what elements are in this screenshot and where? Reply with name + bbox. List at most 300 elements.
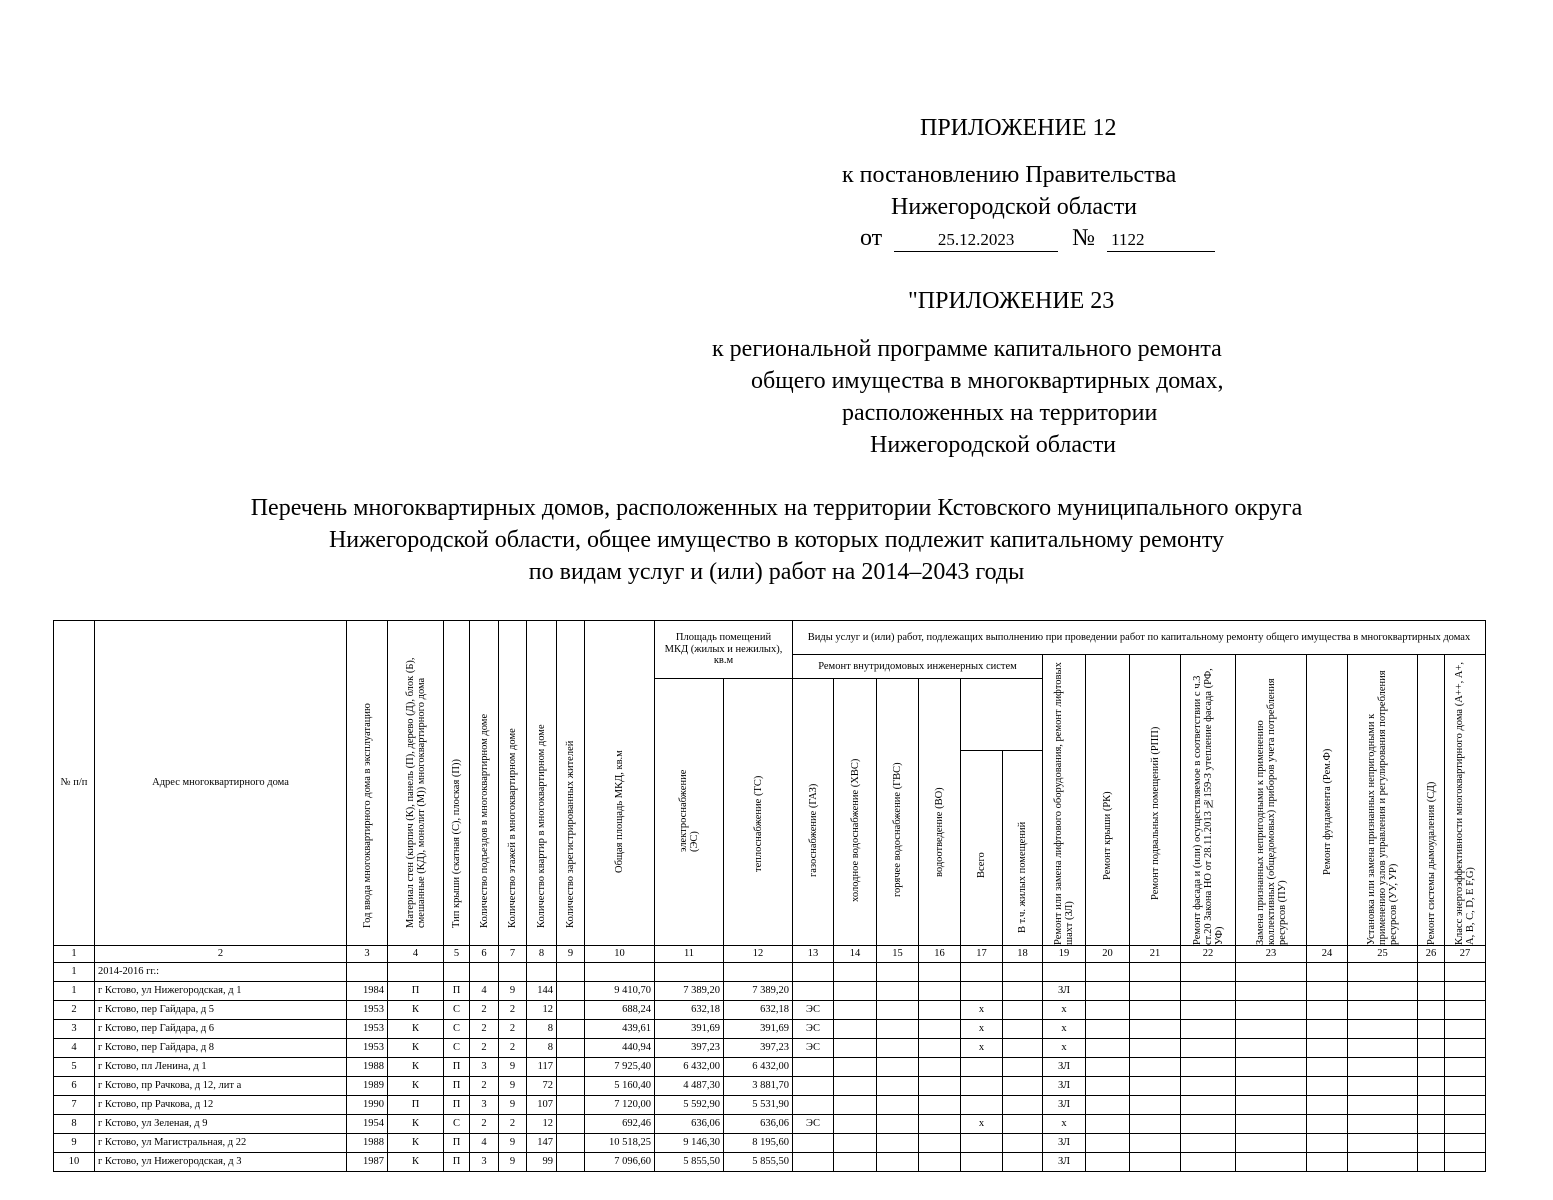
row-total-area: 688,24 bbox=[585, 1001, 655, 1020]
empty-cell bbox=[919, 1153, 961, 1172]
row-flats: 8 bbox=[527, 1020, 557, 1039]
row-area-living: 6 432,00 bbox=[724, 1058, 793, 1077]
row-area-living: 632,18 bbox=[724, 1001, 793, 1020]
row-es: ЭС bbox=[793, 1001, 834, 1020]
row-lift: х bbox=[1043, 1001, 1086, 1020]
row-year: 1989 bbox=[347, 1077, 388, 1096]
row-gvs: х bbox=[961, 1115, 1003, 1134]
row-roof: С bbox=[444, 1001, 470, 1020]
row-floors: 2 bbox=[499, 1115, 527, 1134]
empty-cell bbox=[1181, 1115, 1236, 1134]
row-no: 5 bbox=[54, 1058, 95, 1077]
row-flats: 99 bbox=[527, 1153, 557, 1172]
empty-cell bbox=[877, 1134, 919, 1153]
empty-cell bbox=[877, 1096, 919, 1115]
row-area-all: 4 487,30 bbox=[655, 1077, 724, 1096]
empty-cell bbox=[1445, 1153, 1486, 1172]
resolution-number: 1122 bbox=[1107, 229, 1215, 252]
row-residents bbox=[557, 1134, 585, 1153]
appendix-23-heading: "ПРИЛОЖЕНИЕ 23 bbox=[908, 288, 1115, 314]
column-number: 12 bbox=[724, 946, 793, 963]
empty-cell bbox=[1418, 1096, 1445, 1115]
column-number: 17 bbox=[961, 946, 1003, 963]
empty-cell bbox=[919, 1058, 961, 1077]
row-floors: 9 bbox=[499, 1058, 527, 1077]
empty-cell bbox=[1181, 1058, 1236, 1077]
row-floors: 9 bbox=[499, 1153, 527, 1172]
row-address: г Кстово, ул Нижегородская, д 3 bbox=[95, 1153, 347, 1172]
empty-cell bbox=[919, 1001, 961, 1020]
empty-cell bbox=[1307, 1096, 1348, 1115]
row-roof: П bbox=[444, 1153, 470, 1172]
empty-cell bbox=[1445, 1077, 1486, 1096]
row-flats: 144 bbox=[527, 982, 557, 1001]
empty-cell bbox=[919, 1039, 961, 1058]
row-entrances: 3 bbox=[470, 1096, 499, 1115]
row-floors: 9 bbox=[499, 1134, 527, 1153]
row-wall: К bbox=[388, 1115, 444, 1134]
header-meters: Замена признанных непригодными к применению коллективных (общедомовых) приборов учета потребления ресурсов (ПУ) bbox=[1254, 678, 1288, 945]
row-residents bbox=[557, 1077, 585, 1096]
row-wall: К bbox=[388, 1001, 444, 1020]
header-facade-repair: Ремонт фасада и (или) осуществляемое в соответствии с ч.3 ст.20 Закона НО от 28.11.2013 №159-З утепление фасада (РФ, УФ) bbox=[1191, 668, 1225, 945]
empty-cell bbox=[1236, 1020, 1307, 1039]
row-gvs bbox=[961, 1134, 1003, 1153]
header-works: Виды услуг и (или) работ, подлежащих выполнению при проведении работ по капитальному ремонту общего имущества в многоквартирных домах bbox=[793, 621, 1486, 655]
row-area-all: 9 146,30 bbox=[655, 1134, 724, 1153]
row-entrances: 2 bbox=[470, 1115, 499, 1134]
row-address: г Кстово, ул Нижегородская, д 1 bbox=[95, 982, 347, 1001]
empty-cell bbox=[1445, 1020, 1486, 1039]
row-address: г Кстово, пр Рачкова, д 12, лит а bbox=[95, 1077, 347, 1096]
row-year: 1987 bbox=[347, 1153, 388, 1172]
row-total-area: 440,94 bbox=[585, 1039, 655, 1058]
column-number: 10 bbox=[585, 946, 655, 963]
empty-cell bbox=[1418, 1001, 1445, 1020]
row-gvs bbox=[961, 982, 1003, 1001]
column-number: 4 bbox=[388, 946, 444, 963]
resolution-line-2: Нижегородской области bbox=[891, 194, 1138, 220]
row-residents bbox=[557, 982, 585, 1001]
row-entrances: 4 bbox=[470, 982, 499, 1001]
program-line-1: к региональной программе капитального ремонта bbox=[712, 336, 1222, 362]
empty-cell bbox=[1236, 1115, 1307, 1134]
row-gvs: х bbox=[961, 1039, 1003, 1058]
empty-cell bbox=[1086, 1115, 1130, 1134]
column-number: 13 bbox=[793, 946, 834, 963]
row-wall: К bbox=[388, 1039, 444, 1058]
empty-cell bbox=[1348, 1001, 1418, 1020]
empty-cell bbox=[1418, 1115, 1445, 1134]
row-area-living: 8 195,60 bbox=[724, 1134, 793, 1153]
empty-cell bbox=[1307, 1153, 1348, 1172]
row-wall: П bbox=[388, 1096, 444, 1115]
row-residents bbox=[557, 1096, 585, 1115]
row-gvs bbox=[961, 1077, 1003, 1096]
row-lift: ЗЛ bbox=[1043, 1153, 1086, 1172]
empty-cell bbox=[834, 1058, 877, 1077]
row-residents bbox=[557, 1020, 585, 1039]
table-row bbox=[54, 1115, 1486, 1134]
row-wall: К bbox=[388, 1134, 444, 1153]
header-all: Всего bbox=[976, 852, 987, 878]
header-floors: Количество этажей в многоквартирном доме bbox=[507, 728, 518, 928]
row-entrances: 3 bbox=[470, 1058, 499, 1077]
empty-cell bbox=[1181, 982, 1236, 1001]
header-premises-area: Площадь помещений МКД (жилых и нежилых), кв.м bbox=[655, 621, 793, 679]
row-floors: 2 bbox=[499, 1001, 527, 1020]
row-gvs bbox=[961, 1096, 1003, 1115]
row-wall: К bbox=[388, 1020, 444, 1039]
empty-cell bbox=[1418, 1020, 1445, 1039]
table-row bbox=[54, 1096, 1486, 1115]
row-total-area: 692,46 bbox=[585, 1115, 655, 1134]
empty-cell bbox=[877, 1001, 919, 1020]
empty-cell bbox=[1181, 1020, 1236, 1039]
empty-cell bbox=[1418, 1058, 1445, 1077]
column-number: 24 bbox=[1307, 946, 1348, 963]
empty-cell bbox=[834, 1020, 877, 1039]
row-flats: 147 bbox=[527, 1134, 557, 1153]
row-flats: 107 bbox=[527, 1096, 557, 1115]
row-residents bbox=[557, 1058, 585, 1077]
empty-cell bbox=[1086, 1153, 1130, 1172]
row-area-living: 7 389,20 bbox=[724, 982, 793, 1001]
empty-cell bbox=[1307, 1077, 1348, 1096]
table-row bbox=[54, 1020, 1486, 1039]
row-address: г Кстово, ул Магистральная, д 22 bbox=[95, 1134, 347, 1153]
table-row bbox=[54, 1077, 1486, 1096]
row-total-area: 7 925,40 bbox=[585, 1058, 655, 1077]
appendix-12-heading: ПРИЛОЖЕНИЕ 12 bbox=[920, 115, 1117, 141]
header-address: Адрес многоквартирного дома bbox=[95, 621, 347, 946]
empty-cell bbox=[1307, 1020, 1348, 1039]
empty-cell bbox=[919, 1020, 961, 1039]
row-flats: 72 bbox=[527, 1077, 557, 1096]
column-number: 3 bbox=[347, 946, 388, 963]
empty-cell bbox=[1130, 1153, 1181, 1172]
row-year: 1953 bbox=[347, 1039, 388, 1058]
row-no: 8 bbox=[54, 1115, 95, 1134]
empty-cell bbox=[1130, 1115, 1181, 1134]
empty-cell bbox=[1130, 1001, 1181, 1020]
row-es bbox=[793, 1134, 834, 1153]
row-year: 1954 bbox=[347, 1115, 388, 1134]
header-vo: водоотведение (ВО) bbox=[934, 787, 945, 877]
row-roof: П bbox=[444, 1134, 470, 1153]
empty-cell bbox=[919, 982, 961, 1001]
row-area-all: 632,18 bbox=[655, 1001, 724, 1020]
empty-cell bbox=[1003, 1096, 1043, 1115]
row-lift: ЗЛ bbox=[1043, 982, 1086, 1001]
row-entrances: 2 bbox=[470, 1001, 499, 1020]
header-ts: теплоснабжение (ТС) bbox=[752, 775, 764, 872]
table-row bbox=[54, 1039, 1486, 1058]
empty-cell bbox=[877, 1058, 919, 1077]
column-number: 26 bbox=[1418, 946, 1445, 963]
empty-cell bbox=[1003, 1039, 1043, 1058]
empty-cell bbox=[834, 1096, 877, 1115]
document-title-line-1: Перечень многоквартирных домов, расположенных на территории Кстовского муниципального округа bbox=[250, 495, 1303, 521]
header-flats: Количество квартир в многоквартирном доме bbox=[536, 724, 547, 928]
header-smoke-removal: Ремонт системы дымоудаления (СД) bbox=[1425, 781, 1437, 945]
row-area-living: 5 531,90 bbox=[724, 1096, 793, 1115]
row-flats: 117 bbox=[527, 1058, 557, 1077]
number-label: № bbox=[1072, 225, 1096, 251]
column-number: 2 bbox=[95, 946, 347, 963]
column-number: 21 bbox=[1130, 946, 1181, 963]
empty-cell bbox=[1418, 1039, 1445, 1058]
row-gvs bbox=[961, 1058, 1003, 1077]
row-no: 3 bbox=[54, 1020, 95, 1039]
row-lift: х bbox=[1043, 1020, 1086, 1039]
row-year: 1953 bbox=[347, 1001, 388, 1020]
empty-cell bbox=[1236, 1039, 1307, 1058]
section-label: 2014-2016 гг.: bbox=[95, 963, 347, 982]
header-gaz: газоснабжение (ГАЗ) bbox=[807, 783, 819, 877]
column-number: 11 bbox=[655, 946, 724, 963]
row-roof: С bbox=[444, 1115, 470, 1134]
empty-cell bbox=[1307, 1039, 1348, 1058]
header-engineering-systems: Ремонт внутридомовых инженерных систем bbox=[793, 655, 1043, 679]
empty-cell bbox=[834, 1134, 877, 1153]
resolution-date: 25.12.2023 bbox=[894, 229, 1058, 252]
row-flats: 8 bbox=[527, 1039, 557, 1058]
empty-cell bbox=[877, 1077, 919, 1096]
empty-cell bbox=[1348, 1153, 1418, 1172]
empty-cell bbox=[877, 982, 919, 1001]
row-entrances: 2 bbox=[470, 1077, 499, 1096]
row-flats: 12 bbox=[527, 1001, 557, 1020]
row-address: г Кстово, пер Гайдара, д 5 bbox=[95, 1001, 347, 1020]
empty-cell bbox=[1236, 1001, 1307, 1020]
empty-cell bbox=[1086, 1077, 1130, 1096]
column-numbers-row bbox=[54, 946, 1486, 963]
empty-cell bbox=[1348, 1096, 1418, 1115]
empty-cell bbox=[1130, 1096, 1181, 1115]
row-floors: 2 bbox=[499, 1039, 527, 1058]
table-row bbox=[54, 1134, 1486, 1153]
row-area-all: 7 389,20 bbox=[655, 982, 724, 1001]
row-total-area: 7 096,60 bbox=[585, 1153, 655, 1172]
row-lift: ЗЛ bbox=[1043, 1134, 1086, 1153]
row-wall: К bbox=[388, 1058, 444, 1077]
row-no: 2 bbox=[54, 1001, 95, 1020]
empty-cell bbox=[1003, 1134, 1043, 1153]
column-number: 18 bbox=[1003, 946, 1043, 963]
empty-cell bbox=[834, 1039, 877, 1058]
row-es bbox=[793, 982, 834, 1001]
empty-cell bbox=[1003, 1020, 1043, 1039]
empty-cell bbox=[1445, 982, 1486, 1001]
empty-cell bbox=[1236, 1153, 1307, 1172]
empty-cell bbox=[1003, 982, 1043, 1001]
program-line-4: Нижегородской области bbox=[870, 432, 1117, 458]
empty-cell bbox=[877, 1039, 919, 1058]
empty-cell bbox=[834, 1001, 877, 1020]
row-entrances: 3 bbox=[470, 1153, 499, 1172]
header-basement-repair: Ремонт подвальных помещений (РПП) bbox=[1149, 726, 1161, 900]
empty-cell bbox=[1181, 1001, 1236, 1020]
row-es: ЭС bbox=[793, 1115, 834, 1134]
empty-cell bbox=[1181, 1096, 1236, 1115]
column-number: 19 bbox=[1043, 946, 1086, 963]
empty-cell bbox=[1130, 982, 1181, 1001]
header-hvs: холодное водоснабжение (ХВС) bbox=[849, 758, 861, 902]
row-year: 1984 bbox=[347, 982, 388, 1001]
row-no: 4 bbox=[54, 1039, 95, 1058]
empty-cell bbox=[1348, 1058, 1418, 1077]
row-residents bbox=[557, 1001, 585, 1020]
row-residents bbox=[557, 1153, 585, 1172]
row-es: ЭС bbox=[793, 1039, 834, 1058]
row-entrances: 2 bbox=[470, 1020, 499, 1039]
empty-cell bbox=[1236, 982, 1307, 1001]
header-gvs: горячее водоснабжение (ГВС) bbox=[892, 762, 903, 897]
row-address: г Кстово, пер Гайдара, д 8 bbox=[95, 1039, 347, 1058]
empty-cell bbox=[1086, 982, 1130, 1001]
column-number: 15 bbox=[877, 946, 919, 963]
empty-cell bbox=[1418, 1077, 1445, 1096]
row-area-living: 5 855,50 bbox=[724, 1153, 793, 1172]
empty-cell bbox=[1086, 1134, 1130, 1153]
row-no: 10 bbox=[54, 1153, 95, 1172]
header-total-area: Общая площадь МКД, кв.м bbox=[614, 750, 625, 873]
column-number: 27 bbox=[1445, 946, 1486, 963]
row-no: 1 bbox=[54, 982, 95, 1001]
header-wall-material: Материал стен (кирпич (К), панель (П), дерево (Д), блок (Б), смешанные (КД), монолит (М)) многоквартирного дома bbox=[404, 657, 427, 928]
empty-cell bbox=[1181, 1134, 1236, 1153]
empty-cell bbox=[1307, 1115, 1348, 1134]
table-row bbox=[54, 982, 1486, 1001]
row-total-area: 10 518,25 bbox=[585, 1134, 655, 1153]
header-control-units: Установка или замена признанных непригодными к применению узлов управления и регулирования потребления ресурсов (УУ, УР) bbox=[1366, 670, 1399, 945]
empty-cell bbox=[1348, 1020, 1418, 1039]
empty-cell bbox=[1130, 1039, 1181, 1058]
row-year: 1988 bbox=[347, 1058, 388, 1077]
empty-cell bbox=[1418, 1134, 1445, 1153]
empty-cell bbox=[834, 1153, 877, 1172]
empty-cell bbox=[1445, 1039, 1486, 1058]
empty-cell bbox=[1181, 1039, 1236, 1058]
empty-cell bbox=[1086, 1058, 1130, 1077]
empty-cell bbox=[834, 1115, 877, 1134]
row-no: 7 bbox=[54, 1096, 95, 1115]
empty-cell bbox=[1003, 1077, 1043, 1096]
row-es bbox=[793, 1153, 834, 1172]
row-floors: 9 bbox=[499, 982, 527, 1001]
row-area-all: 5 592,90 bbox=[655, 1096, 724, 1115]
row-es bbox=[793, 1077, 834, 1096]
column-number: 7 bbox=[499, 946, 527, 963]
empty-cell bbox=[1130, 1134, 1181, 1153]
empty-cell bbox=[1418, 982, 1445, 1001]
empty-cell bbox=[1003, 1115, 1043, 1134]
row-gvs: х bbox=[961, 1020, 1003, 1039]
row-lift: ЗЛ bbox=[1043, 1096, 1086, 1115]
empty-cell bbox=[1236, 1077, 1307, 1096]
empty-cell bbox=[1348, 1039, 1418, 1058]
empty-cell bbox=[1307, 982, 1348, 1001]
row-total-area: 7 120,00 bbox=[585, 1096, 655, 1115]
row-flats: 12 bbox=[527, 1115, 557, 1134]
empty-cell bbox=[1003, 1058, 1043, 1077]
row-floors: 9 bbox=[499, 1077, 527, 1096]
row-entrances: 4 bbox=[470, 1134, 499, 1153]
empty-cell bbox=[877, 1115, 919, 1134]
column-number: 25 bbox=[1348, 946, 1418, 963]
row-residents bbox=[557, 1115, 585, 1134]
empty-cell bbox=[1130, 1020, 1181, 1039]
resolution-line-1: к постановлению Правительства bbox=[842, 162, 1177, 188]
row-wall: К bbox=[388, 1077, 444, 1096]
row-roof: П bbox=[444, 1058, 470, 1077]
row-no: 6 bbox=[54, 1077, 95, 1096]
row-area-living: 391,69 bbox=[724, 1020, 793, 1039]
header-roof-repair: Ремонт крыши (РК) bbox=[1102, 791, 1113, 880]
row-area-all: 397,23 bbox=[655, 1039, 724, 1058]
row-total-area: 9 410,70 bbox=[585, 982, 655, 1001]
row-lift: ЗЛ bbox=[1043, 1058, 1086, 1077]
empty-cell bbox=[834, 982, 877, 1001]
section-row bbox=[54, 963, 1486, 982]
header-energy-class: Класс энергоэффективности многоквартирного дома (А++, А+, А, B, C, D, E F,G) bbox=[1454, 661, 1476, 945]
empty-cell bbox=[1348, 1134, 1418, 1153]
empty-cell bbox=[919, 1115, 961, 1134]
empty-cell bbox=[877, 1020, 919, 1039]
header-residents: Количество зарегистрированных жителей bbox=[565, 740, 576, 928]
column-number: 1 bbox=[54, 946, 95, 963]
empty-cell bbox=[1086, 1096, 1130, 1115]
empty-cell bbox=[1307, 1134, 1348, 1153]
row-roof: П bbox=[444, 1077, 470, 1096]
header-entrances: Количество подъездов в многоквартирном доме bbox=[478, 713, 490, 928]
empty-cell bbox=[1236, 1134, 1307, 1153]
row-total-area: 5 160,40 bbox=[585, 1077, 655, 1096]
column-number: 20 bbox=[1086, 946, 1130, 963]
row-address: г Кстово, ул Зеленая, д 9 bbox=[95, 1115, 347, 1134]
row-year: 1988 bbox=[347, 1134, 388, 1153]
row-lift: х bbox=[1043, 1039, 1086, 1058]
row-wall: П bbox=[388, 982, 444, 1001]
empty-cell bbox=[1003, 1153, 1043, 1172]
empty-cell bbox=[1445, 1115, 1486, 1134]
row-area-all: 636,06 bbox=[655, 1115, 724, 1134]
column-number: 9 bbox=[557, 946, 585, 963]
empty-cell bbox=[919, 1077, 961, 1096]
row-area-all: 391,69 bbox=[655, 1020, 724, 1039]
column-number: 22 bbox=[1181, 946, 1236, 963]
row-lift: ЗЛ bbox=[1043, 1077, 1086, 1096]
column-number: 6 bbox=[470, 946, 499, 963]
column-number: 8 bbox=[527, 946, 557, 963]
empty-cell bbox=[1348, 982, 1418, 1001]
empty-cell bbox=[1445, 1134, 1486, 1153]
header-es: электроснабжение (ЭС) bbox=[678, 769, 700, 852]
column-number: 14 bbox=[834, 946, 877, 963]
row-area-all: 5 855,50 bbox=[655, 1153, 724, 1172]
empty-cell bbox=[1348, 1077, 1418, 1096]
resolution-date-line bbox=[860, 225, 1215, 252]
empty-cell bbox=[1130, 1058, 1181, 1077]
row-entrances: 2 bbox=[470, 1039, 499, 1058]
empty-cell bbox=[1181, 1153, 1236, 1172]
row-es bbox=[793, 1096, 834, 1115]
row-es: ЭС bbox=[793, 1020, 834, 1039]
row-residents bbox=[557, 1039, 585, 1058]
row-floors: 2 bbox=[499, 1020, 527, 1039]
row-roof: П bbox=[444, 1096, 470, 1115]
